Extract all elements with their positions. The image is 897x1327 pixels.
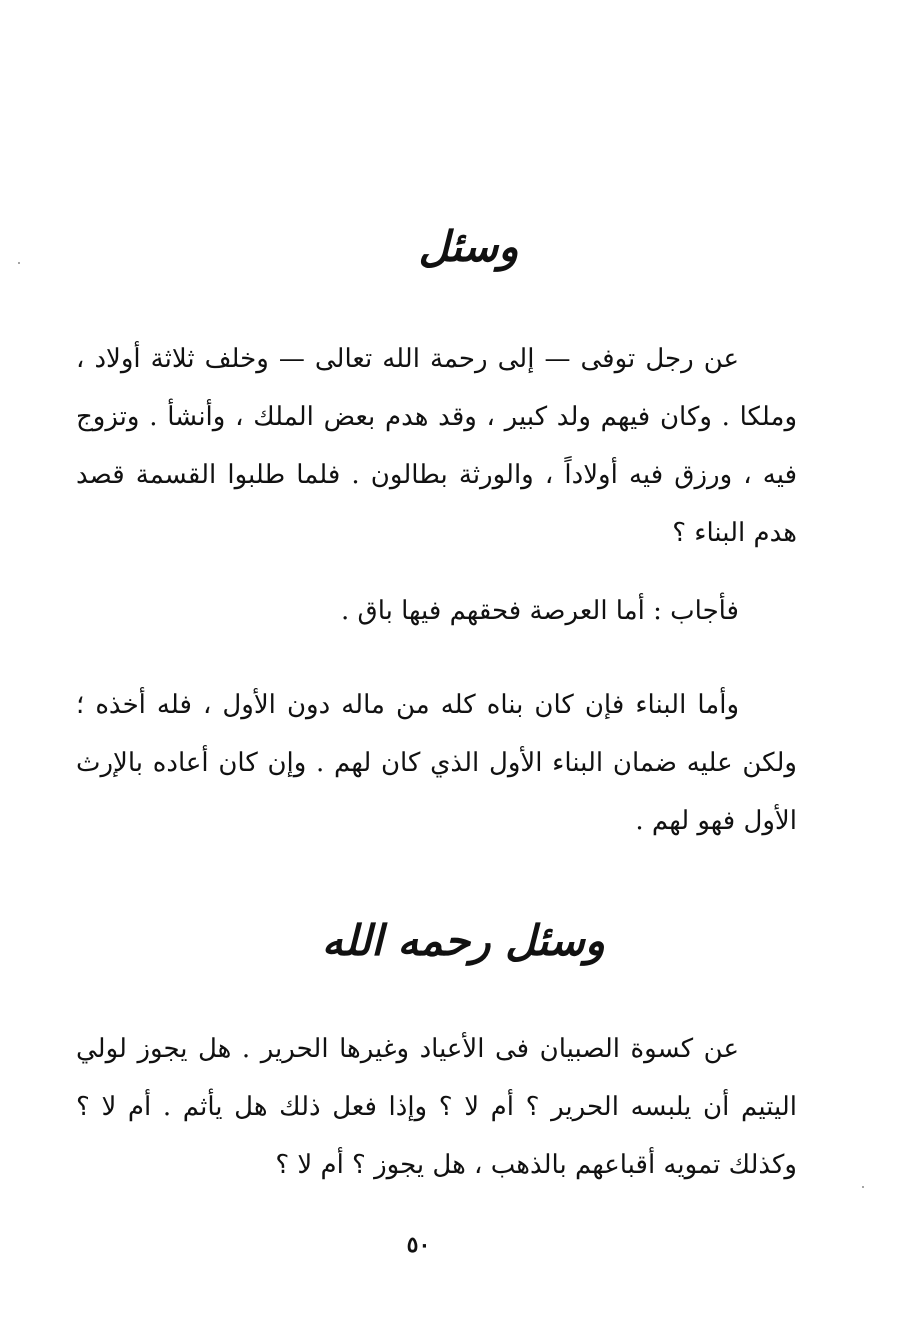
section-1-answer-body xyxy=(76,676,797,850)
answer-paragraph: فأجاب : أما العرصة فحقهم فيها باق . xyxy=(341,596,739,626)
answer-paragraph: وأما البناء فإن كان بناه كله من ماله دون الأول ، فله أخذه ؛ ولكن عليه ضمان البناء الأول الذي كان لهم . وإن كان أعاده بالإرث الأول فهو لهم . xyxy=(76,690,797,836)
section-1-heading: وسئل xyxy=(418,222,519,271)
question-paragraph: عن رجل توفى — إلى رحمة الله تعالى — وخلف ثلاثة أولاد ، وملكا . وكان فيهم ولد كبير ، وقد هدم بعض الملك ، وأنشأ . وتزوج فيه ، ورزق فيه أولاداً ، والورثة بطالون . فلما طلبوا القسمة قصد هدم البناء ؟ xyxy=(76,344,797,548)
scan-speck xyxy=(18,262,20,264)
section-1-answer-intro xyxy=(76,582,797,640)
page-number: ٥٠ xyxy=(406,1232,431,1258)
section-1-question xyxy=(76,330,797,562)
scan-speck xyxy=(862,1186,864,1188)
question-paragraph: عن كسوة الصبيان فى الأعياد وغيرها الحرير . هل يجوز لولي اليتيم أن يلبسه الحرير ؟ أم لا ؟ وإذا فعل ذلك هل يأثم . أم لا ؟ وكذلك تمويه أقباعهم بالذهب ، هل يجوز ؟ أم لا ؟ xyxy=(76,1034,797,1180)
section-2-heading: وسئل رحمه الله xyxy=(321,916,606,965)
section-2-question xyxy=(76,1020,797,1194)
